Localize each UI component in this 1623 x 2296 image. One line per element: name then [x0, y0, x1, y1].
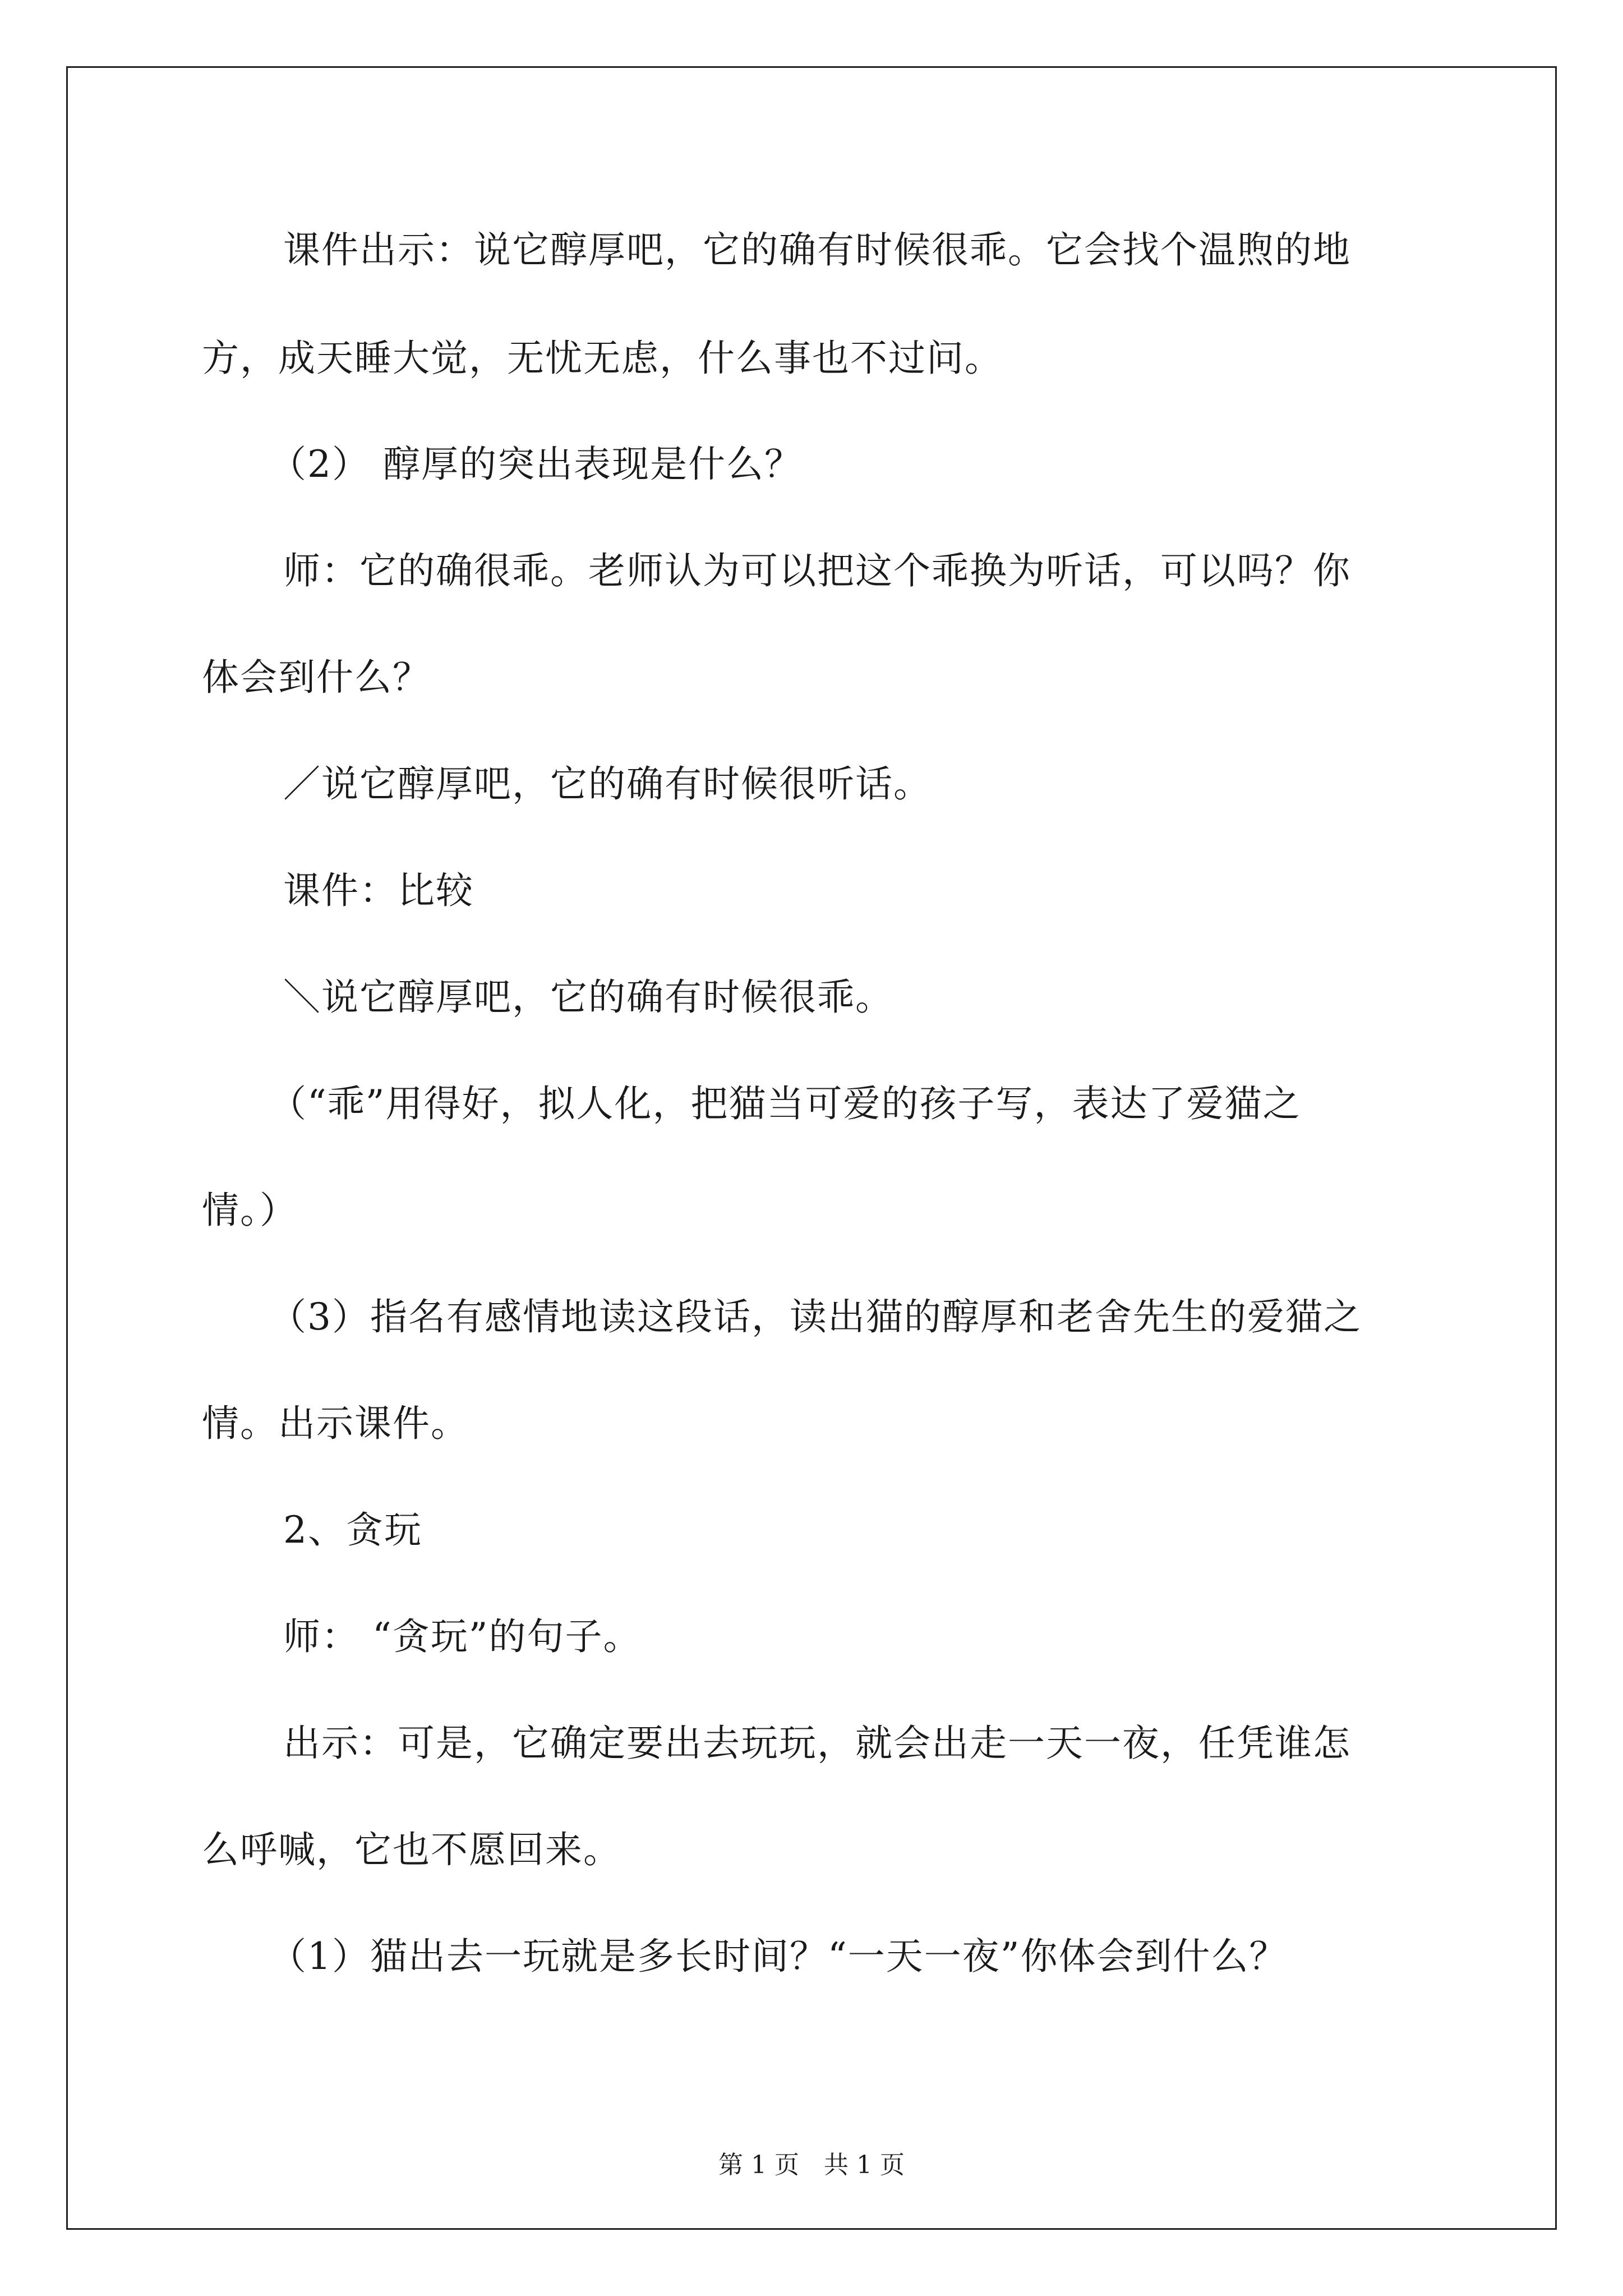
paragraph-line: ＼说它醇厚吧，它的确有时候很乖。: [283, 976, 893, 1019]
paragraph-line: 么呼喊，它也不愿回来。: [202, 1828, 621, 1871]
paragraph-line: 出示：可是，它确定要出去玩玩，就会出走一天一夜，任凭谁怎: [283, 1722, 1351, 1765]
paragraph-line: 情。出示课件。: [202, 1402, 469, 1445]
paragraph-line: 方，成天睡大觉，无忧无虑，什么事也不过问。: [202, 337, 1003, 380]
paragraph-line: ／说它醇厚吧，它的确有时候很听话。: [283, 762, 932, 806]
paragraph-line: 师：它的确很乖。老师认为可以把这个乖换为听话，可以吗？你: [283, 549, 1351, 592]
paragraph-line: （3）指名有感情地读这段话，读出猫的醇厚和老舍先生的爱猫之: [269, 1295, 1362, 1338]
section-heading: 2、贪玩: [283, 1508, 422, 1552]
page-number: 第 1 页 共 1 页: [718, 2151, 905, 2179]
paragraph-line: 体会到什么？: [202, 656, 431, 699]
paragraph-line: 课件：比较: [283, 869, 474, 912]
page-border: [66, 66, 1557, 2230]
paragraph-line: 课件出示：说它醇厚吧，它的确有时候很乖。它会找个温煦的地: [283, 228, 1351, 272]
paragraph-line: （“乖”用得好，拟人化，把猫当可爱的孩子写，表达了爱猫之: [269, 1082, 1301, 1125]
paragraph-line: （1）猫出去一玩就是多长时间？“一天一夜”你体会到什么？: [269, 1935, 1288, 1978]
paragraph-line: 师： “贪玩”的句子。: [283, 1615, 642, 1658]
paragraph-line: （2） 醇厚的突出表现是什么？: [269, 443, 803, 486]
paragraph-line: 情。）: [202, 1189, 298, 1232]
